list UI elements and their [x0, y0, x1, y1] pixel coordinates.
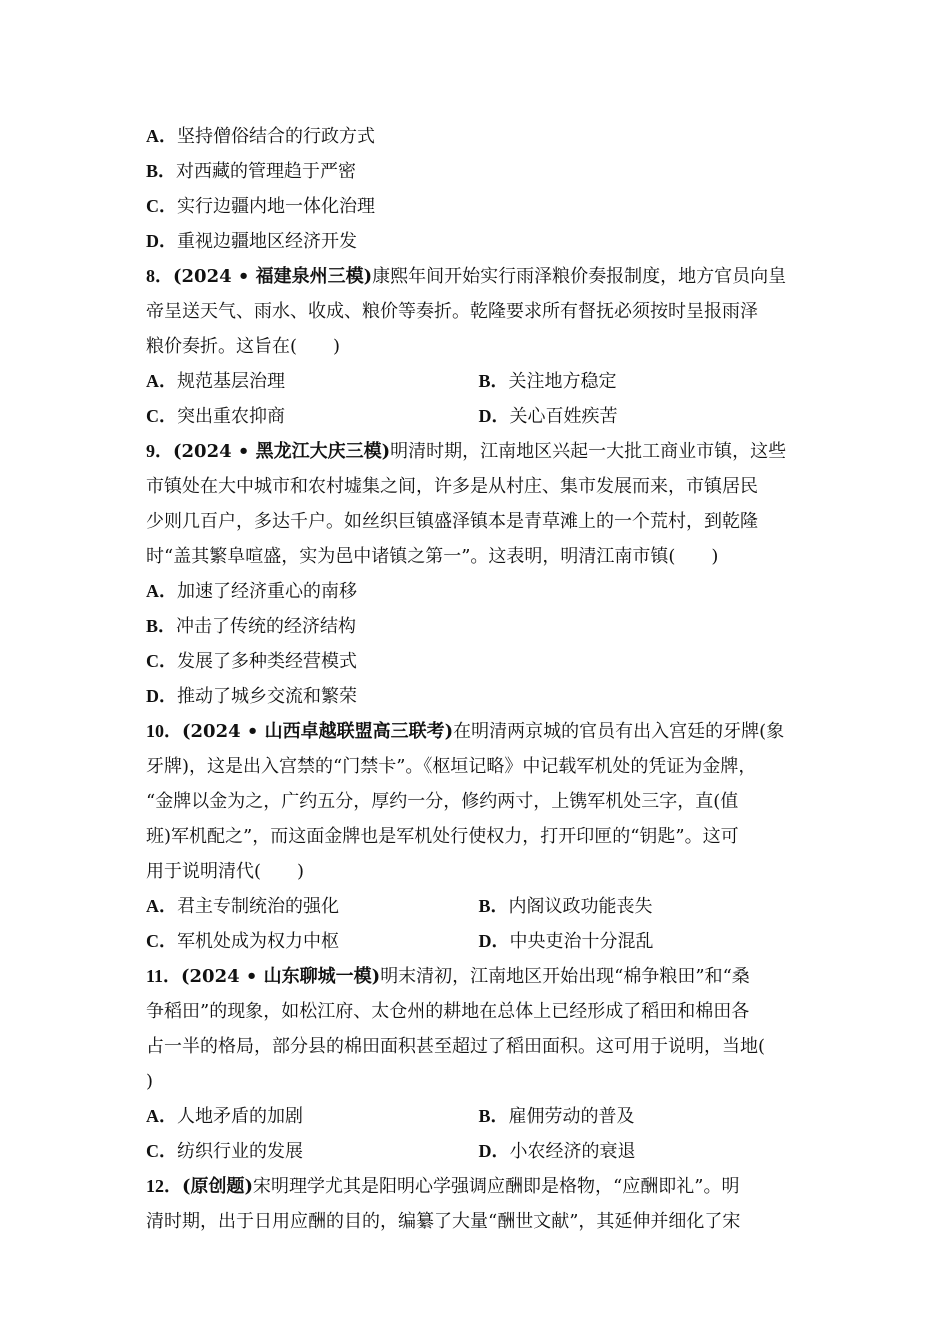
option-text: 冲击了传统的经济结构: [176, 616, 357, 637]
question-8: [146, 259, 811, 434]
option-b: [479, 364, 812, 399]
option-letter: D．: [478, 931, 510, 951]
question-line: 争稻田”的现象，如松江府、太仓州的耕地在总体上已经形成了稻田和棉田各: [146, 1001, 750, 1022]
option-text: 规范基层治理: [177, 371, 285, 392]
option-text: 小农经济的衰退: [509, 1141, 636, 1162]
question-11: [146, 959, 811, 1169]
option-letter: A．: [146, 1106, 177, 1126]
option-letter: C．: [146, 406, 177, 426]
question-line: 粮价奏折。这旨在( ): [146, 336, 341, 357]
option-text: 军机处成为权力中枢: [177, 931, 339, 952]
option-letter: B．: [146, 161, 177, 181]
option-d: [479, 1134, 812, 1169]
option-text: 纺织行业的发展: [177, 1141, 303, 1162]
question-source: (2024 • 福建泉州三模): [173, 266, 373, 287]
question-line: [146, 259, 811, 294]
option-text: 关心百姓疾苦: [509, 406, 618, 427]
question-number: 11．: [146, 966, 182, 986]
option-b: [146, 609, 811, 644]
question-source: (2024 • 山西卓越联盟高三联考): [182, 721, 454, 742]
option-row: [146, 1099, 811, 1134]
option-text: 内阁议政功能丧失: [508, 896, 653, 917]
question-text: 康熙年间开始实行雨泽粮价奏报制度，地方官员向皇: [372, 266, 787, 287]
question-source: (原创题): [182, 1176, 254, 1197]
option-b: [479, 889, 812, 924]
option-letter: C．: [146, 1141, 177, 1161]
question-line: [146, 714, 811, 749]
question-text: 明清时期，江南地区兴起一大批工商业市镇，这些: [390, 441, 787, 462]
option-letter: A．: [146, 371, 177, 391]
option-row: [146, 399, 811, 434]
option-letter: C．: [146, 196, 177, 216]
question-text: 宋明理学尤其是阳明心学强调应酬即是格物，“应酬即礼”。明: [253, 1176, 740, 1197]
question-line: 用于说明清代( ): [146, 861, 305, 882]
option-c: [146, 924, 479, 959]
question-text: 明末清初，江南地区开始出现“棉争粮田”和“桑: [380, 966, 750, 987]
question-line: 少则几百户，多达千户。如丝织巨镇盛泽镇本是青草滩上的一个荒村，到乾隆: [146, 511, 758, 532]
option-letter: A．: [146, 126, 177, 146]
option-letter: D．: [478, 1141, 510, 1161]
option-row: [146, 1134, 811, 1169]
question-line: [146, 434, 811, 469]
question-line: [146, 959, 811, 994]
option-d: [146, 679, 811, 714]
option-text: 君主专制统治的强化: [177, 896, 339, 917]
question-line: 占一半的格局，部分县的棉田面积甚至超过了稻田面积。这可用于说明，当地(: [146, 1036, 766, 1057]
option-a: [146, 119, 811, 154]
option-letter: B．: [478, 1106, 509, 1126]
option-text: 加速了经济重心的南移: [177, 581, 357, 602]
question-10: [146, 714, 811, 959]
option-letter: D．: [146, 686, 177, 706]
option-row: [146, 924, 811, 959]
question-number: 12．: [146, 1176, 182, 1196]
question-number: 9．: [146, 441, 173, 461]
option-text: 推动了城乡交流和繁荣: [177, 686, 357, 707]
option-letter: A．: [146, 581, 177, 601]
option-b: [479, 1099, 812, 1134]
q7-options: [146, 119, 811, 259]
option-d: [479, 399, 812, 434]
option-text: 人地矛盾的加剧: [177, 1106, 303, 1127]
question-line: ): [146, 1071, 154, 1092]
question-line: 市镇处在大中城市和农村墟集之间，许多是从村庄、集市发展而来，市镇居民: [146, 476, 758, 497]
option-a: [146, 364, 479, 399]
option-row: [146, 364, 811, 399]
question-line: 清时期，出于日用应酬的目的，编纂了大量“酬世文献”，其延伸并细化了宋: [146, 1211, 741, 1232]
option-letter: B．: [478, 371, 509, 391]
option-c: [146, 644, 811, 679]
option-text: 中央吏治十分混乱: [509, 931, 654, 952]
option-d: [146, 224, 811, 259]
option-text: 对西藏的管理趋于严密: [176, 161, 357, 182]
option-text: 实行边疆内地一体化治理: [177, 196, 375, 217]
question-line: 帝呈送天气、雨水、收成、粮价等奏折。乾隆要求所有督抚必须按时呈报雨泽: [146, 301, 758, 322]
option-text: 发展了多种类经营模式: [177, 651, 357, 672]
question-line: 时“盖其繁阜喧盛，实为邑中诸镇之第一”。这表明，明清江南市镇( ): [146, 546, 719, 567]
option-b: [146, 154, 811, 189]
question-line: 班)军机配之”，而这面金牌也是军机处行使权力，打开印匣的“钥匙”。这可: [146, 826, 739, 847]
question-line: “金牌以金为之，广约五分，厚约一分，修约两寸，上镌军机处三字，直(值: [146, 791, 739, 812]
option-a: [146, 1099, 479, 1134]
option-c: [146, 399, 479, 434]
question-source: (2024 • 山东聊城一模): [181, 966, 381, 987]
exam-page: [146, 119, 811, 1239]
question-line: 牙牌)，这是出入宫禁的“门禁卡”。《枢垣记略》中记载军机处的凭证为金牌，: [146, 756, 757, 777]
option-letter: D．: [478, 406, 510, 426]
option-text: 坚持僧俗结合的行政方式: [177, 126, 375, 147]
option-letter: C．: [146, 931, 177, 951]
option-text: 重视边疆地区经济开发: [177, 231, 357, 252]
option-letter: C．: [146, 651, 177, 671]
option-letter: B．: [146, 616, 177, 636]
question-9: [146, 434, 811, 714]
question-line: [146, 1169, 811, 1204]
question-12: [146, 1169, 811, 1239]
option-a: [146, 574, 811, 609]
option-text: 雇佣劳动的普及: [508, 1106, 635, 1127]
option-row: [146, 889, 811, 924]
question-source: (2024 • 黑龙江大庆三模): [173, 441, 391, 462]
question-number: 10．: [146, 721, 182, 741]
question-text: 在明清两京城的官员有出入宫廷的牙牌(象: [453, 721, 785, 742]
option-letter: D．: [146, 231, 177, 251]
option-c: [146, 189, 811, 224]
option-d: [479, 924, 812, 959]
option-letter: B．: [478, 896, 509, 916]
option-letter: A．: [146, 896, 177, 916]
option-text: 关注地方稳定: [508, 371, 617, 392]
question-number: 8．: [146, 266, 173, 286]
option-c: [146, 1134, 479, 1169]
option-text: 突出重农抑商: [177, 406, 285, 427]
option-a: [146, 889, 479, 924]
